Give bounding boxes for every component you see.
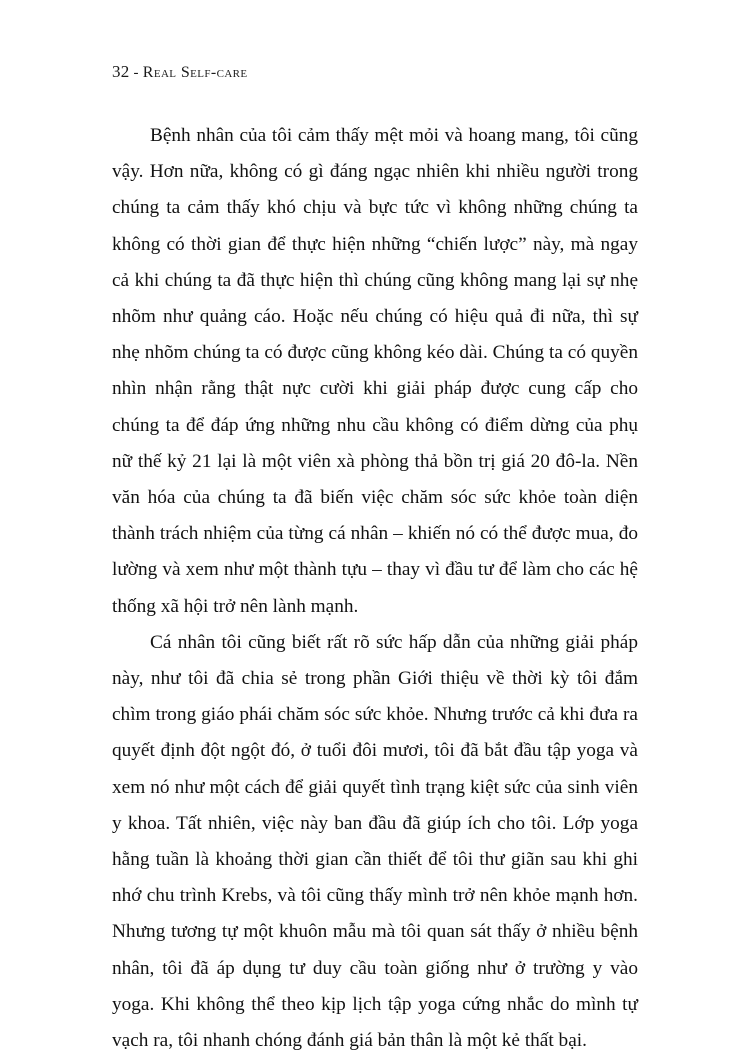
body-text [112,118,638,1059]
header-separator: - [133,65,139,81]
page-header [112,62,248,82]
running-head-title: Real Self-care [142,64,248,81]
paragraph: Cá nhân tôi cũng biết rất rõ sức hấp dẫn của những giải pháp này, như tôi đã chia sẻ trong phần Giới thiệu về thời kỳ tôi đắm chìm trong giáo phái chăm sóc sức khỏe. Nhưng trước cả khi đưa ra quyết định đột ngột đó, ở tuổi đôi mươi, tôi đã bắt đầu tập yoga và xem nó như một cách để giải quyết tình trạng kiệt sức của sinh viên y khoa. Tất nhiên, việc này ban đầu đã giúp ích cho tôi. Lớp yoga hằng tuần là khoảng thời gian cần thiết để tôi thư giãn sau khi ghi nhớ chu trình Krebs, và tôi cũng thấy mình trở nên khỏe mạnh hơn. Nhưng tương tự một khuôn mẫu mà tôi quan sát thấy ở nhiều bệnh nhân, tôi đã áp dụng tư duy cầu toàn giống như ở trường y vào yoga. Khi không thể theo kịp lịch tập yoga cứng nhắc do mình tự vạch ra, tôi nhanh chóng đánh giá bản thân là một kẻ thất bại. [112,631,638,1052]
paragraph: Bệnh nhân của tôi cảm thấy mệt mỏi và hoang mang, tôi cũng vậy. Hơn nữa, không có gì đáng ngạc nhiên khi nhiều người trong chúng ta cảm thấy khó chịu và bực tức vì không những chúng ta không có thời gian để thực hiện những “chiến lược” này, mà ngay cả khi chúng ta đã thực hiện thì chúng cũng không mang lại sự nhẹ nhõm như quảng cáo. Hoặc nếu chúng có hiệu quả đi nữa, thì sự nhẹ nhõm chúng ta có được cũng không kéo dài. Chúng ta có quyền nhìn nhận rằng thật nực cười khi giải pháp được cung cấp cho chúng ta để đáp ứng những nhu cầu không có điểm dừng của phụ nữ thế kỷ 21 lại là một viên xà phòng thả bồn trị giá 20 đô-la. Nền văn hóa của chúng ta đã biến việc chăm sóc sức khỏe toàn diện thành trách nhiệm của từng cá nhân – khiến nó có thể được mua, đo lường và xem như một thành tựu – thay vì đầu tư để làm cho các hệ thống xã hội trở nên lành mạnh. [112,125,638,617]
page-number: 32 [112,62,130,81]
